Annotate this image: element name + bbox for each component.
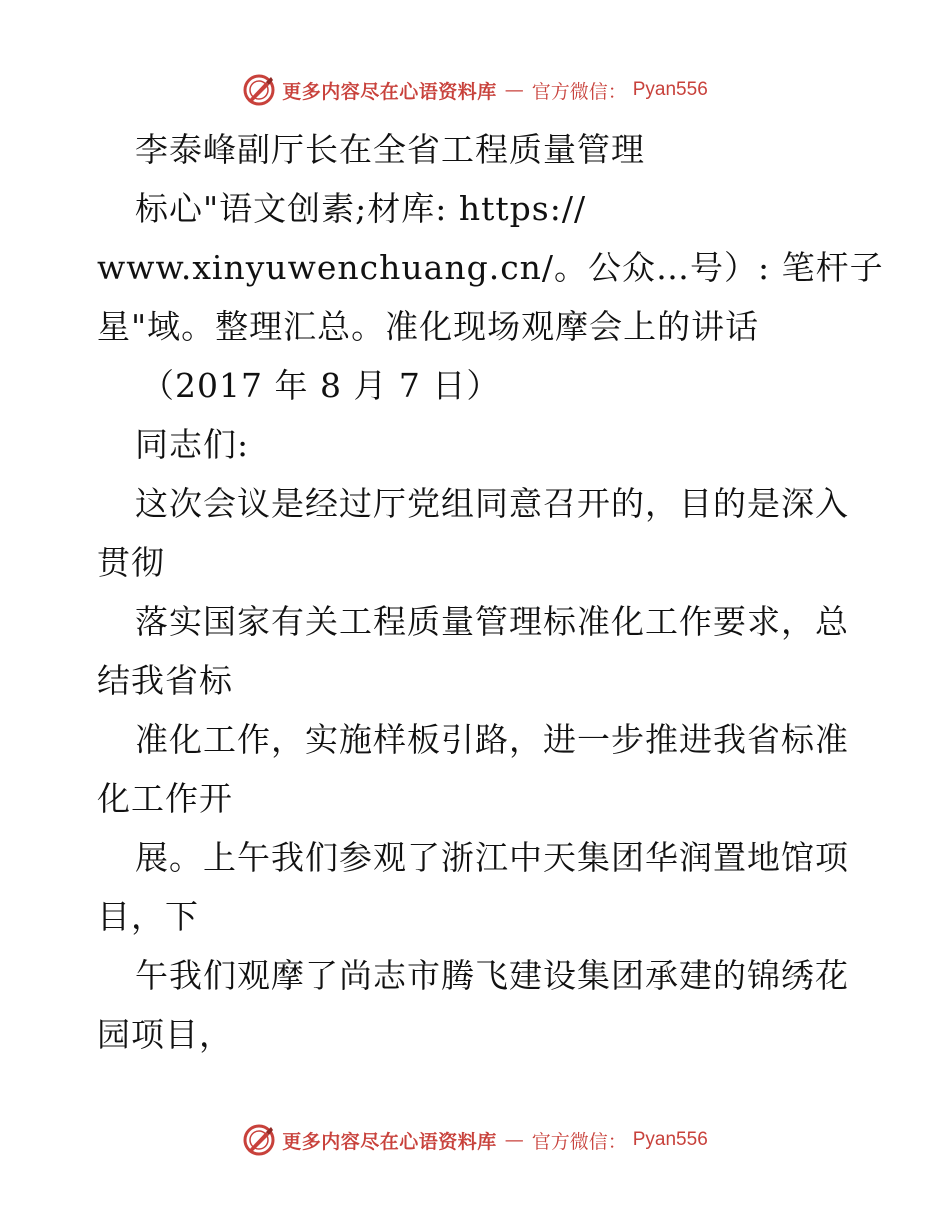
doc-line-7: 这次会议是经过厅党组同意召开的，目的是深入 — [135, 484, 849, 523]
doc-line-11: 准化工作，实施样板引路，进一步推进我省标准 — [135, 720, 849, 759]
doc-line-14: 目，下 — [97, 897, 199, 936]
pen-logo-icon — [242, 73, 276, 107]
doc-line-15: 午我们观摩了尚志市腾飞建设集团承建的锦绣花 — [135, 956, 849, 995]
banner-dash: — — [504, 1129, 524, 1151]
doc-line-date: （2017 年 8 月 7 日） — [141, 366, 501, 405]
header-banner — [0, 70, 950, 110]
doc-line-10: 结我省标 — [97, 661, 233, 700]
banner-brand-text: 更多内容尽在心语资料库 — [282, 80, 497, 103]
doc-line-3: www.xinyuwenchuang.cn/。公众…号）: 笔杆子 — [97, 248, 884, 287]
footer-banner — [0, 1120, 950, 1160]
banner-wechat-id: Pyan556 — [632, 79, 708, 100]
banner-brand-text: 更多内容尽在心语资料库 — [282, 1130, 497, 1153]
doc-line-12: 化工作开 — [97, 779, 233, 818]
doc-line-13: 展。上午我们参观了浙江中天集团华润置地馆项 — [135, 838, 849, 877]
doc-line-4: 星"域。整理汇总。准化现场观摩会上的讲话 — [97, 307, 760, 346]
doc-line-9: 落实国家有关工程质量管理标准化工作要求，总 — [135, 602, 849, 641]
banner-wechat-id: Pyan556 — [632, 1129, 708, 1150]
banner-official-label: 官方微信： — [531, 1130, 627, 1153]
document-body — [97, 120, 884, 1064]
pen-logo-icon — [242, 1123, 276, 1157]
doc-line-16: 园项目， — [97, 1015, 233, 1054]
banner-dash: — — [504, 79, 524, 101]
banner-official-label: 官方微信： — [531, 80, 627, 103]
doc-line-salutation: 同志们: — [135, 425, 250, 464]
doc-line-2: 标心"语文创素;材库: https:// — [135, 189, 587, 228]
doc-line-8: 贯彻 — [97, 543, 165, 582]
doc-line-title-1: 李泰峰副厅长在全省工程质量管理 — [135, 130, 645, 169]
